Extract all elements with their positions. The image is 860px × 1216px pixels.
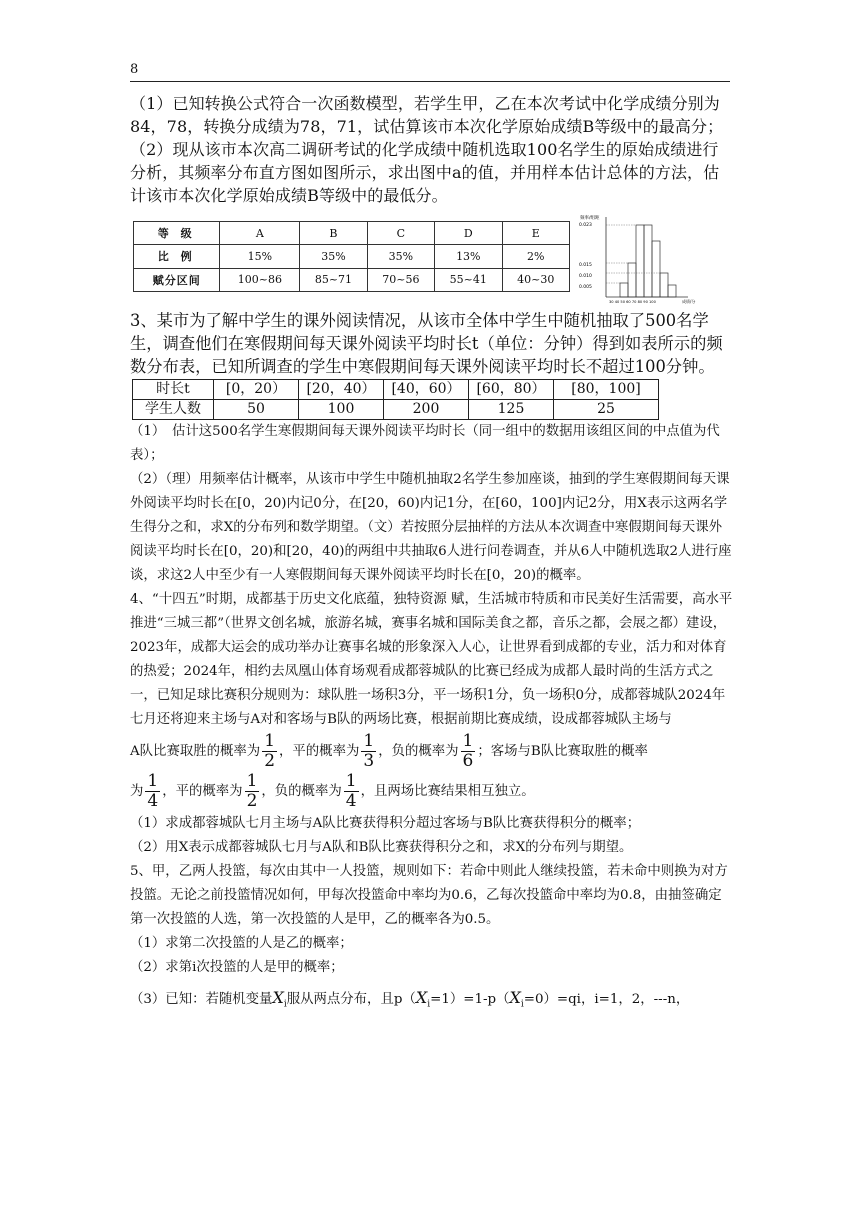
table-row [133, 400, 659, 420]
table-header-cell: 学生人数 [133, 400, 214, 420]
table-row [134, 268, 570, 291]
text-span: =0）=qi，i=1，2，---n， [523, 992, 690, 1007]
fraction-numerator: 1 [363, 731, 375, 751]
table-cell: A [220, 222, 300, 245]
fraction [262, 732, 277, 771]
q5-part3 [130, 986, 734, 1017]
fraction-numerator: 1 [264, 731, 276, 751]
histogram-bar [620, 283, 628, 297]
histogram-y-label: 频率/组距 [580, 216, 600, 221]
histogram-bar [628, 263, 636, 297]
histogram-bar [652, 241, 660, 297]
variable: X [415, 988, 428, 1007]
fraction-numerator: 1 [147, 771, 159, 791]
text-span: ；客场与B队比赛取胜的概率 [477, 744, 648, 759]
text-span: ，负的概率为 [378, 744, 459, 759]
table-row [133, 380, 659, 400]
fraction-denominator: 4 [147, 791, 159, 811]
table-cell: 13% [435, 245, 502, 268]
table-cell: 15% [220, 245, 300, 268]
table-cell: D [435, 222, 502, 245]
table-cell: 100~86 [220, 268, 300, 291]
table-cell: 50 [214, 400, 299, 420]
table-cell: 55~41 [435, 268, 502, 291]
table-cell: [80，100] [554, 380, 659, 400]
fraction-numerator: 1 [345, 771, 357, 791]
q5-intro: 5、甲，乙两人投篮，每次由其中一人投篮，规则如下：若命中则此人继续投篮，若未命中则换为对方投篮。无论之前投篮情况如何，甲每次投篮命中率均为0.6，乙每次投篮命中率均为0.8，由抽签确定第一次投篮的人选，第一次投篮的人是甲，乙的概率各为0.5。 [130, 864, 728, 927]
histogram-y-tick: 0.023 [579, 223, 592, 228]
fraction [245, 772, 260, 811]
frequency-table [132, 379, 659, 420]
histogram-y-tick: 0.010 [579, 274, 592, 279]
histogram-x-ticks: 30 40 50 60 70 80 90 100 [609, 300, 656, 304]
histogram-bar [636, 225, 644, 297]
table-cell: 85~71 [300, 268, 367, 291]
table-cell: [20，40） [299, 380, 384, 400]
table-cell: 200 [384, 400, 469, 420]
text-span: A队比赛取胜的概率为 [130, 744, 261, 759]
table-cell: E [502, 222, 570, 245]
table-row [134, 222, 570, 245]
fraction-denominator: 3 [363, 751, 375, 771]
fraction-denominator: 6 [462, 751, 474, 771]
q4-part2: （2）用X表示成都蓉城队七月与A队和B队比赛获得积分之和，求X的分布列与期望。 [130, 840, 633, 855]
table-header-cell: 时长t [133, 380, 214, 400]
table-cell: 35% [300, 245, 367, 268]
table-cell: C [367, 222, 434, 245]
table-cell: 25 [554, 400, 659, 420]
table-cell: 35% [367, 245, 434, 268]
table-cell: 2% [502, 245, 570, 268]
document-body [130, 92, 734, 1017]
histogram-x-label: 成绩/分 [682, 299, 696, 304]
table-cell: 70~56 [367, 268, 434, 291]
fraction-denominator: 2 [246, 791, 258, 811]
text-span: 为 [130, 784, 144, 799]
text-span: （3）已知：若随机变量 [130, 992, 273, 1007]
q5-part2: （2）求第i次投篮的人是甲的概率； [130, 960, 344, 975]
fraction [461, 732, 476, 771]
table-cell: [60，80） [469, 380, 554, 400]
fraction-numerator: 1 [462, 731, 474, 751]
q3-part2: （2）（理）用频率估计概率，从该市中学生中随机抽取2名学生参加座谈，抽到的学生寒假期间每天课外阅读平均时长在[0，20)内记0分，在[20，60)内记1分，在[60，100]内记2分，用X表示这两名学生得分之和，求X的分布列和数学期望。（文）若按照分层抽样的方法从本次调查中寒假期间每天课外阅读平均时长在[0，20)和[20，40)的两组中共抽取6人进行问卷调查，并从6人中随机选取2人进行座谈，求这2人中至少有一人寒假期间每天课外阅读平均时长在[0，20)的概率。 [130, 472, 732, 583]
q2-part2: （2）现从该市本次高二调研考试的化学成绩中随机选取100名学生的原始成绩进行分析，其频率分布直方图如图所示，求出图中a的值，并用样本估计总体的方法，估计该市本次化学原始成绩B等级中的最低分。 [130, 140, 720, 205]
subscript: i [520, 999, 524, 1010]
table-cell: B [300, 222, 367, 245]
table-cell: 100 [299, 400, 384, 420]
histogram-bars [620, 225, 676, 297]
table-cell: 40~30 [502, 268, 570, 291]
variable: X [509, 988, 521, 1007]
histogram-y-tick: 0.005 [579, 285, 592, 290]
q4-probability-line-2 [130, 772, 734, 812]
table-header-cell: 比 例 [134, 245, 220, 268]
q4-part1: （1）求成都蓉城队七月主场与A队比赛获得积分超过客场与B队比赛获得积分的概率； [130, 816, 641, 831]
q4-intro: 4、“十四五”时期，成都基于历史文化底蕴，独特资源 赋，生活城市特质和市民美好生活需要，高水平推进“三城三都”（世界文创名城，旅游名城，赛事名城和国际美食之都，音乐之都，会展之都）建设，2023年，成都大运会的成功举办让赛事名城的形象深入人心，让世界看到成都的专业，活力和对体育的热爱；2024年，相约去凤凰山体育场观看成都蓉城队的比赛已经成为成都人最时尚的生活方式之一，已知足球比赛积分规则为：球队胜一场积3分，平一场积1分，负一场积0分，成都蓉城队2024年七月还将迎来主场与A对和客场与B队的两场比赛，根据前期比赛成绩，设成都蓉城队主场与 [130, 592, 733, 727]
fraction [145, 772, 160, 811]
fraction-numerator: 1 [246, 771, 258, 791]
table-cell: 125 [469, 400, 554, 420]
q3-intro: 3、某市为了解中学生的课外阅读情况，从该市全体中学生中随机抽取了500名学生，调查他们在寒假期间每天课外阅读平均时长t（单位：分钟）得到如表所示的频数分布表，已知所调查的学生中寒假期间每天课外阅读平均时长不超过100分钟。 [130, 311, 723, 376]
variable: X [272, 988, 284, 1007]
subscript: i [427, 999, 431, 1010]
text-span: ，平的概率为 [162, 784, 243, 799]
text-span: ，负的概率为 [261, 784, 342, 799]
histogram-bar [660, 273, 668, 297]
table-row [134, 245, 570, 268]
fraction-denominator: 4 [345, 791, 357, 811]
q4-probability-line-1 [130, 732, 734, 772]
score-figure [130, 215, 734, 309]
fraction [344, 772, 359, 811]
histogram-y-tick: 0.015 [579, 263, 592, 268]
table-cell: [0，20） [214, 380, 299, 400]
histogram-bar [668, 285, 676, 297]
fraction [361, 732, 376, 771]
text-span: ，且两场比赛结果相互独立。 [360, 784, 535, 799]
q3-part1: （1） 估计这500名学生寒假期间每天课外阅读平均时长（同一组中的数据用该组区间的中点值为代表）； [130, 424, 720, 463]
table-header-cell: 赋分区间 [134, 268, 220, 291]
q2-part1: （1）已知转换公式符合一次函数模型，若学生甲，乙在本次考试中化学成绩分别为84，78，转换分成绩为78，71，试估算该市本次化学原始成绩B等级中的最高分； [130, 94, 724, 136]
table-header-cell: 等 级 [134, 222, 220, 245]
q5-part1: （1）求第二次投篮的人是乙的概率； [130, 936, 353, 951]
fraction-denominator: 2 [264, 751, 276, 771]
header-rule [130, 81, 730, 82]
text-span: 服从两点分布，且p（ [286, 992, 416, 1007]
subscript: i [283, 999, 287, 1010]
text-span: =1）=1-p（ [430, 992, 510, 1007]
histogram-figure [576, 213, 702, 305]
histogram-bar [644, 225, 652, 297]
text-span: ，平的概率为 [279, 744, 360, 759]
page-number: 8 [130, 62, 139, 77]
score-table [133, 221, 570, 292]
table-cell: [40，60） [384, 380, 469, 400]
